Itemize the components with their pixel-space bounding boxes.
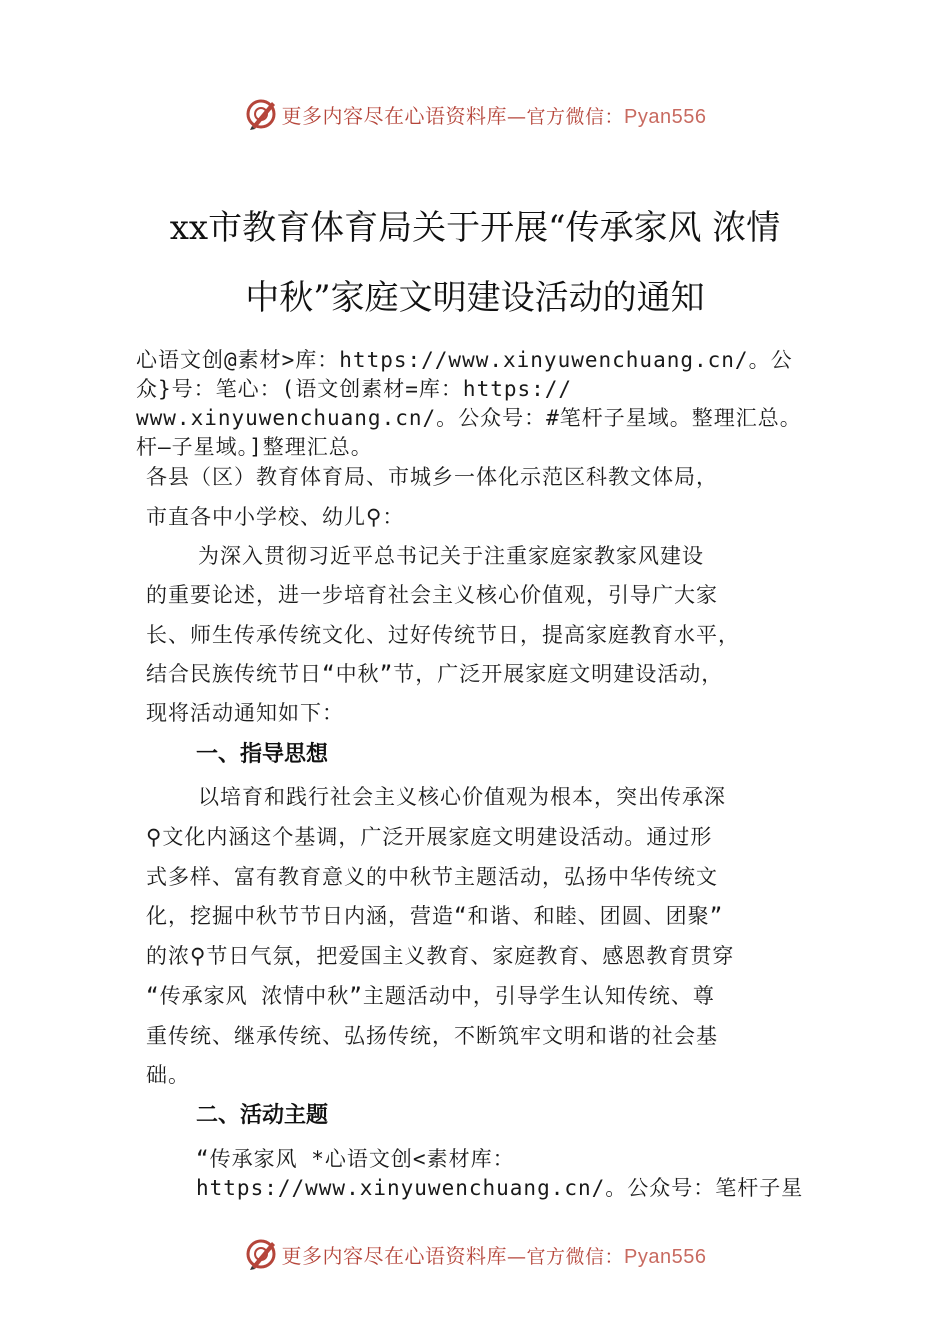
- section-2-heading: 二、活动主题: [196, 1103, 329, 1128]
- salutation-line: 市直各中小学校、幼儿⚲：: [146, 505, 405, 529]
- document-title-line-2: 中秋”家庭文明建设活动的通知: [245, 278, 705, 318]
- header-banner: [0, 94, 950, 134]
- section-2-line: “传承家风 *心语文创<素材库：: [196, 1147, 515, 1171]
- pen-logo-icon: [244, 1236, 280, 1272]
- section-1-line: ⚲文化内涵这个基调，广泛开展家庭文明建设活动。通过形: [146, 825, 713, 849]
- section-1-line: 化，挖掘中秋节节日内涵，营造“和谐、和睦、团圆、团聚”: [146, 904, 724, 928]
- banner-text: [282, 1240, 707, 1269]
- intro-line: 为深入贯彻习近平总书记关于注重家庭家教家风建设: [198, 544, 704, 568]
- section-1-line: 重传统、继承传统、弘扬传统，不断筑牢文明和谐的社会基: [146, 1024, 718, 1048]
- banner-text-wechat-label: —官方微信：: [507, 1245, 625, 1268]
- intro-line: 的重要论述，进一步培育社会主义核心价值观，引导广大家: [146, 583, 718, 607]
- footer-banner: [0, 1234, 950, 1274]
- banner-text-main: 更多内容尽在心语资料库: [281, 1243, 507, 1268]
- banner-text-wechat-label: —官方微信：: [507, 105, 625, 128]
- source-line: 心语文创@素材>库：https://www.xinyuwenchuang.cn/。公: [136, 348, 793, 372]
- pen-logo-icon: [244, 96, 280, 132]
- banner-text: [282, 100, 707, 129]
- intro-line: 现将活动通知如下：: [146, 701, 344, 725]
- salutation-line: 各县（区）教育体育局、市城乡一体化示范区科教文体局，: [146, 465, 718, 489]
- section-1-line: 式多样、富有教育意义的中秋节主题活动，弘扬中华传统文: [146, 865, 718, 889]
- intro-line: 长、师生传承传统文化、过好传统节日，提高家庭教育水平，: [146, 623, 740, 647]
- source-line: www.xinyuwenchuang.cn/。公众号：#笔杆子星域。整理汇总。: [136, 406, 802, 430]
- document-title-line-1: xx市教育体育局关于开展“传承家风 浓情: [169, 208, 781, 248]
- section-1-line: “传承家风 浓情中秋”主题活动中，引导学生认知传统、尊: [146, 984, 715, 1008]
- section-1-line: 的浓⚲节日气氛，把爱国主义教育、家庭教育、感恩教育贯穿: [146, 944, 735, 968]
- banner-text-wechat-id: Pyan556: [624, 1245, 707, 1268]
- source-line: 杆—子星域。]整理汇总。: [136, 435, 373, 459]
- source-line: 众}号：笔心：(语文创素材=库：https://: [136, 377, 573, 401]
- section-2-line: https://www.xinyuwenchuang.cn/。公众号：笔杆子星: [196, 1176, 804, 1200]
- intro-line: 结合民族传统节日“中秋”节，广泛开展家庭文明建设活动，: [146, 662, 724, 686]
- section-1-heading: 一、指导思想: [196, 742, 329, 767]
- banner-text-main: 更多内容尽在心语资料库: [281, 103, 507, 128]
- section-1-line: 以培育和践行社会主义核心价值观为根本，突出传承深: [198, 785, 726, 809]
- banner-text-wechat-id: Pyan556: [624, 105, 707, 128]
- section-1-line: 础。: [146, 1063, 190, 1087]
